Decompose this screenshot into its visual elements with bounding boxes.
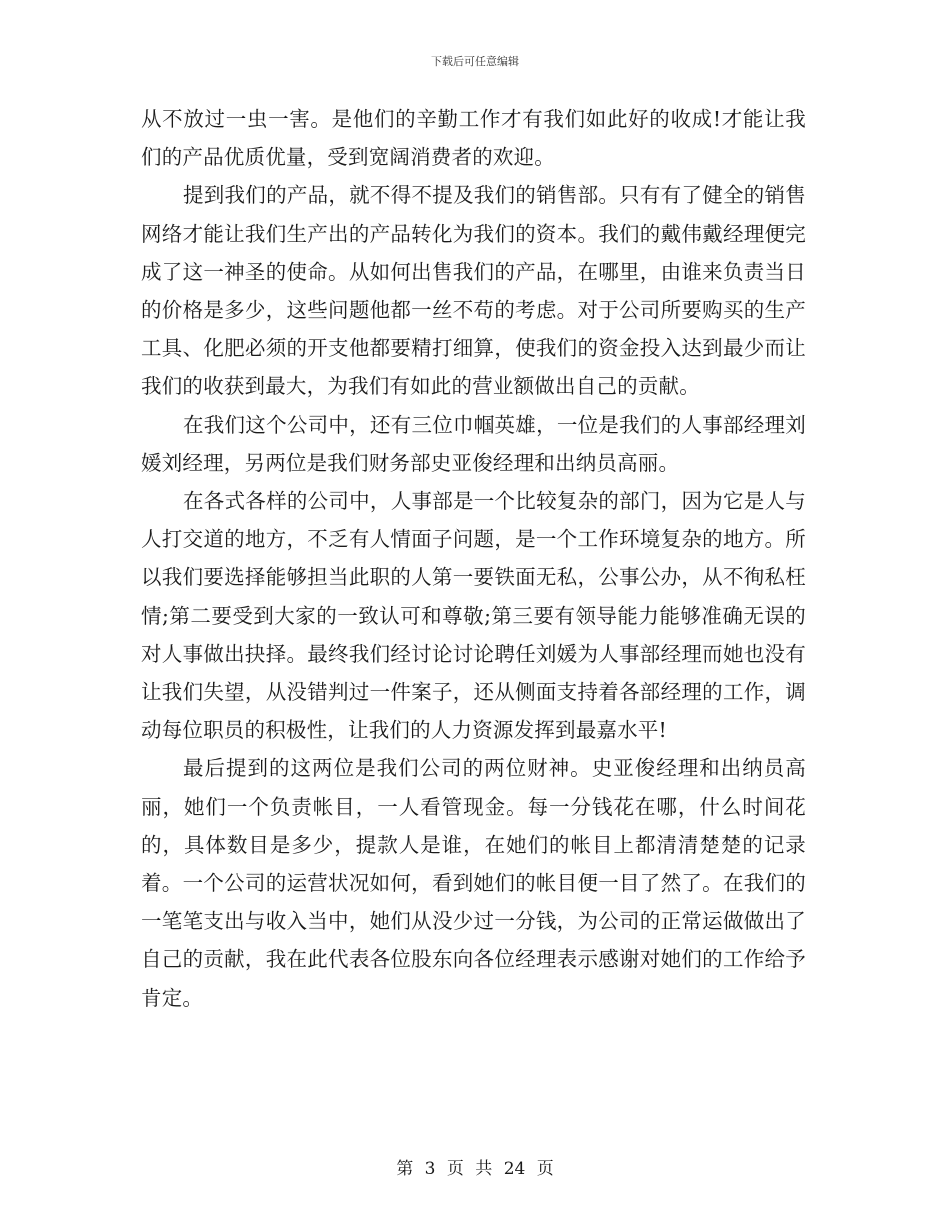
paragraph-3: 在我们这个公司中，还有三位巾帼英雄，一位是我们的人事部经理刘媛刘经理，另两位是我们财务部史亚俊经理和出纳员高丽。 (141, 412, 806, 475)
page-number: 第 3 页 共 24 页 (396, 1159, 554, 1179)
page-header: 下载后可任意编辑 (431, 55, 519, 68)
paragraph-2: 提到我们的产品，就不得不提及我们的销售部。只有有了健全的销售网络才能让我们生产出的产品转化为我们的资本。我们的戴伟戴经理便完成了这一神圣的使命。从如何出售我们的产品，在哪里，由谁来负责当日的价格是多少，这些问题他都一丝不苟的考虑。对于公司所要购买的生产工具、化肥必须的开支他都要精打细算，使我们的资金投入达到最少而让我们的收获到最大，为我们有如此的营业额做出自己的贡献。 (141, 183, 806, 399)
paragraph-1: 从不放过一虫一害。是他们的辛勤工作才有我们如此好的收成!才能让我们的产品优质优量，受到宽阔消费者的欢迎。 (141, 107, 806, 170)
document-body (141, 100, 806, 1017)
paragraph-5: 最后提到的这两位是我们公司的两位财神。史亚俊经理和出纳员高丽，她们一个负责帐目，一人看管现金。每一分钱花在哪，什么时间花的，具体数目是多少，提款人是谁，在她们的帐目上都清清楚楚的记录着。一个公司的运营状况如何，看到她们的帐目便一目了然了。在我们的一笔笔支出与收入当中，她们从没少过一分钱，为公司的正常运做做出了自己的贡献，我在此代表各位股东向各位经理表示感谢对她们的工作给予肯定。 (141, 756, 806, 1010)
paragraph-4: 在各式各样的公司中，人事部是一个比较复杂的部门，因为它是人与人打交道的地方，不乏有人情面子问题，是一个工作环境复杂的地方。所以我们要选择能够担当此职的人第一要铁面无私，公事公办，从不徇私枉情;第二要受到大家的一致认可和尊敬;第三要有领导能力能够准确无误的对人事做出抉择。最终我们经讨论讨论聘任刘媛为人事部经理而她也没有让我们失望，从没错判过一件案子，还从侧面支持着各部经理的工作，调动每位职员的积极性，让我们的人力资源发挥到最嘉水平! (141, 489, 806, 743)
